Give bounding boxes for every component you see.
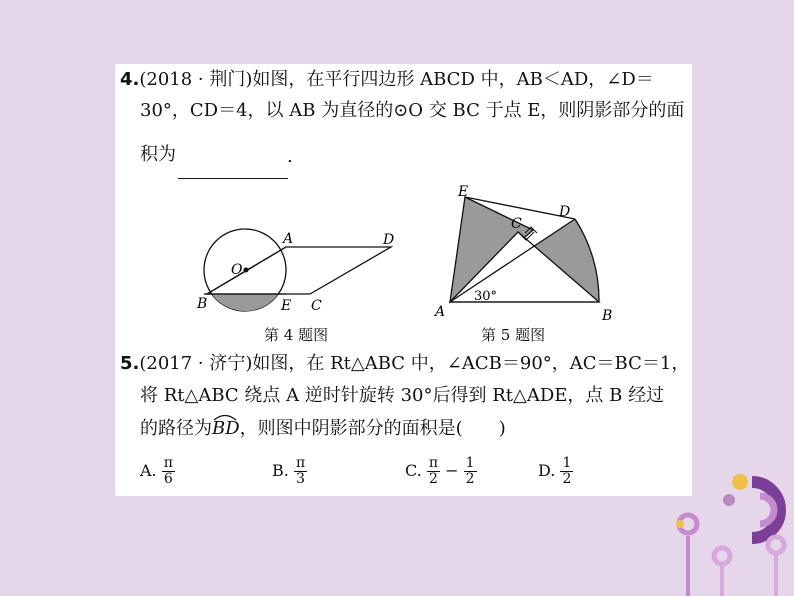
- option-c[interactable]: C. $\frac{\pi}{2}$ − $\frac{1}{2}$: [405, 455, 475, 487]
- q4-number: 4.: [120, 69, 140, 90]
- q4-line-3-end: .: [287, 146, 293, 167]
- option-d-fraction: $\frac{1}{2}$: [562, 455, 572, 487]
- option-a[interactable]: A. $\frac{\pi}{6}$: [140, 455, 173, 487]
- q5-number: 5.: [120, 353, 140, 374]
- fig4-label-E: E: [281, 298, 292, 314]
- option-b-fraction: $\frac{\pi}{3}$: [295, 455, 306, 487]
- q4-line-1: 4.(2018 · 荆门)如图，在平行四边形 ABCD 中，AB＜AD，∠D＝: [120, 69, 654, 90]
- fig4-label-D: D: [383, 232, 395, 248]
- fig4-label-C: C: [311, 298, 322, 314]
- fig5-label-D: D: [559, 204, 571, 220]
- option-c-fraction-1: $\frac{\pi}{2}$: [428, 455, 439, 487]
- fig5-label-A: A: [435, 304, 446, 320]
- fig5-label-E: E: [458, 184, 469, 200]
- q5-line-3: 的路径为 BD，则图中阴影部分的面积是( ): [140, 419, 506, 439]
- fig4-label-O: O: [231, 262, 243, 278]
- fig5-label-B: B: [602, 308, 613, 322]
- option-b[interactable]: B. $\frac{\pi}{3}$: [272, 455, 306, 487]
- fig4-label-B: B: [197, 296, 208, 312]
- arc-bd: BD: [212, 419, 240, 439]
- fig5-angle-label: 30°: [474, 289, 498, 304]
- option-c-fraction-2: $\frac{1}{2}$: [465, 455, 475, 487]
- q4-line-2: 30°，CD＝4，以 AB 为直径的⊙O 交 BC 于点 E，则阴影部分的面: [140, 100, 685, 121]
- answer-blank[interactable]: [178, 178, 288, 179]
- q5-line-2: 将 Rt△ABC 绕点 A 逆时针旋转 30°后得到 Rt△ADE，点 B 经过: [140, 385, 665, 406]
- fig5-label-C: C: [511, 216, 522, 232]
- q4-line-3: 积为: [140, 144, 176, 165]
- option-d[interactable]: D. $\frac{1}{2}$: [538, 455, 572, 487]
- fig5-caption: 第 5 题图: [481, 326, 546, 344]
- figure-4: [195, 224, 405, 324]
- fig4-label-A: A: [283, 231, 294, 247]
- question-sheet: [115, 64, 692, 496]
- q5-line-1: 5.(2017 · 济宁)如图，在 Rt△ABC 中，∠ACB＝90°，AC＝BC＝1，: [120, 353, 690, 374]
- figure-5: [430, 182, 630, 322]
- option-a-fraction: $\frac{\pi}{6}$: [163, 455, 173, 487]
- fig4-caption: 第 4 题图: [264, 326, 329, 344]
